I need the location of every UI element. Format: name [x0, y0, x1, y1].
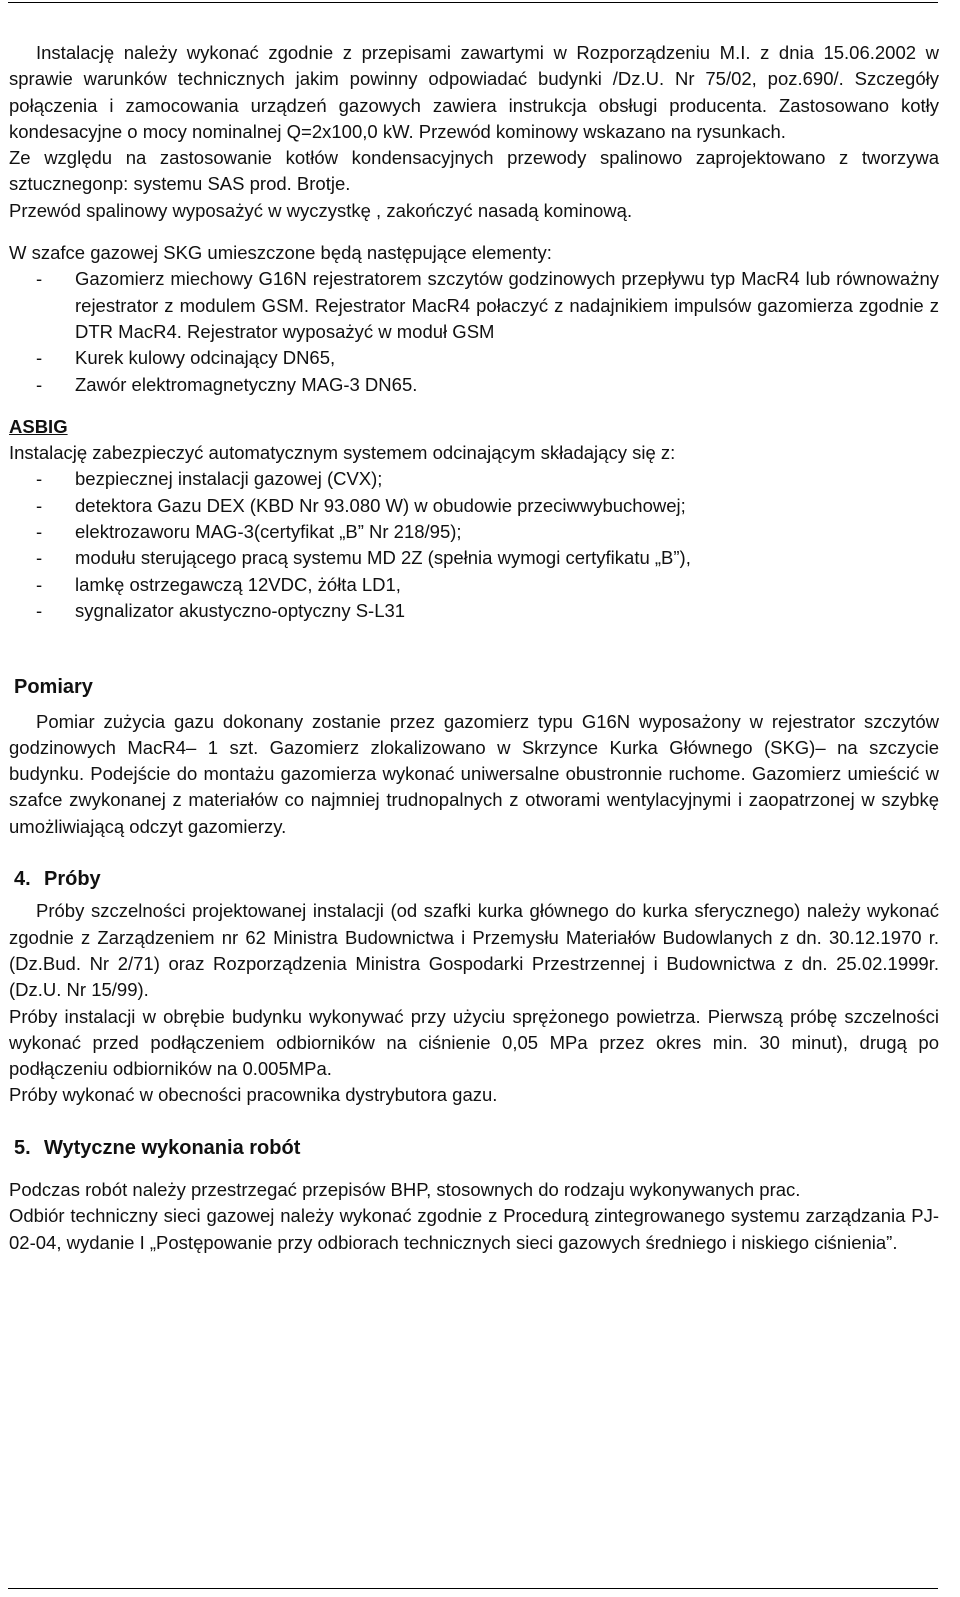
skg-lead: W szafce gazowej SKG umieszczone będą następujące elementy: — [9, 242, 552, 264]
list-item: - detektora Gazu DEX (KBD Nr 93.080 W) w obudowie przeciwwybuchowej; — [36, 494, 686, 516]
intro-paragraph: Instalację należy wykonać zgodnie z przepisami zawartymi w Rozporządzeniu M.I. z dnia 15.06.2002 w sprawie warunków technicznych jakim powinny odpowiadać budynki /Dz.U. Nr 75/02, poz.690/. Szczegóły połączenia i zamocowania urządzeń gazowych zawiera instrukcja obsługi producenta. Zastosowano kotły kondesacyjne o mocy nominalnej Q=2x100,0 kW. Przewód kominowy wskazano na rysunkach. — [9, 42, 939, 142]
asbig-lead: Instalację zabezpieczyć automatycznym systemem odcinającym składający się z: — [9, 442, 676, 464]
skg-list — [9, 266, 939, 397]
pomiary-paragraph: Pomiar zużycia gazu dokonany zostanie przez gazomierz typu G16N wyposażony w rejestrator szczytów godzinowych MacR4– 1 szt. Gazomierz zlokalizowano w Skrzynce Kurka Głównego (SKG)– na szczycie budynku. Podejście do montażu gazomierza wykonać uniwersalne obustronnie ruchome. Gazomierz umieścić w szafce zwykonanej z materiałów co najmniej trudnopalnych z otworami wentylacyjnymi i zaopatrzonej w szybkę umożliwiającą odczyt gazomierzy. — [9, 710, 939, 837]
list-item: - elektrozaworu MAG-3(certyfikat „B” Nr 218/95); — [36, 521, 462, 543]
list-item: - lamkę ostrzegawczą 12VDC, żółta LD1, — [36, 573, 401, 595]
list-item: - sygnalizator akustyczno-optyczny S-L31 — [36, 599, 406, 621]
section-title: Próby — [44, 868, 101, 891]
section-number: 4. — [14, 868, 31, 891]
wytyczne-heading — [9, 1135, 939, 1161]
document-body — [9, 40, 939, 1256]
intro-flue-paragraph: Ze względu na zastosowanie kotłów kondensacyjnych przewody spalinowo zaprojektowano z tworzywa sztucznegonp: systemu SAS prod. Brotje. — [9, 147, 939, 195]
section-title: Wytyczne wykonania robót — [44, 1136, 301, 1159]
intro-cleanout-paragraph: Przewód spalinowy wyposażyć w wyczystkę , zakończyć nasadą kominową. — [9, 199, 633, 221]
header-rule — [8, 2, 938, 3]
proby-paragraph: Próby wykonać w obecności pracownika dystrybutora gazu. — [9, 1084, 498, 1106]
proby-heading — [9, 866, 939, 892]
proby-paragraph: Próby instalacji w obrębie budynku wykonywać przy użyciu sprężonego powietrza. Pierwszą próbę szczelności wykonać przed podłączeniem odbiorników na ciśnienie 0,05 MPa przez okres min. 30 minut), drugą po podłączeniu odbiorników na 0.005MPa. — [9, 1005, 939, 1080]
list-item: - Kurek kulowy odcinający DN65, — [36, 347, 336, 369]
section-number: 5. — [14, 1136, 31, 1159]
asbig-list — [9, 466, 939, 624]
wytyczne-paragraph: Podczas robót należy przestrzegać przepisów BHP, stosownych do rodzaju wykonywanych prac. — [9, 1178, 801, 1200]
list-item: - modułu sterującego pracą systemu MD 2Z (spełnia wymogi certyfikatu „B”), — [36, 547, 691, 569]
list-item: - Zawór elektromagnetyczny MAG-3 DN65. — [36, 373, 418, 395]
list-item: - bezpiecznej instalacji gazowej (CVX); — [36, 468, 383, 490]
asbig-heading: ASBIG — [9, 415, 68, 437]
wytyczne-paragraph: Odbiór techniczny sieci gazowej należy wykonać zgodnie z Procedurą zintegrowanego systemu zarządzania PJ-02-04, wydanie I „Postępowanie przy odbiorach technicznych sieci gazowych średniego i niskiego ciśnienia”. — [9, 1205, 939, 1253]
proby-paragraph: Próby szczelności projektowanej instalacji (od szafki kurka głównego do kurka sferycznego) należy wykonać zgodnie z Zarządzeniem nr 62 Ministra Budownictwa i Przemysłu Materiałów Budowlanych z dn. 30.12.1970 r. (Dz.Bud. Nr 2/71) oraz Rozporządzenia Ministra Gospodarki Przestrzennej i Budownictwa z dn. 25.02.1999r. (Dz.U. Nr 15/99). — [9, 900, 939, 1001]
pomiary-heading: Pomiary — [14, 676, 93, 699]
footer-rule — [8, 1588, 938, 1589]
list-item: - Gazomierz miechowy G16N rejestratorem szczytów godzinowych przepływu typ MacR4 lub równoważny rejestrator z modulem GSM. Rejestrator MacR4 połaczyć z nadajnikiem impulsów gazomierza zgodnie z DTR MacR4. Rejestrator wyposażyć w moduł GSM — [36, 268, 939, 342]
